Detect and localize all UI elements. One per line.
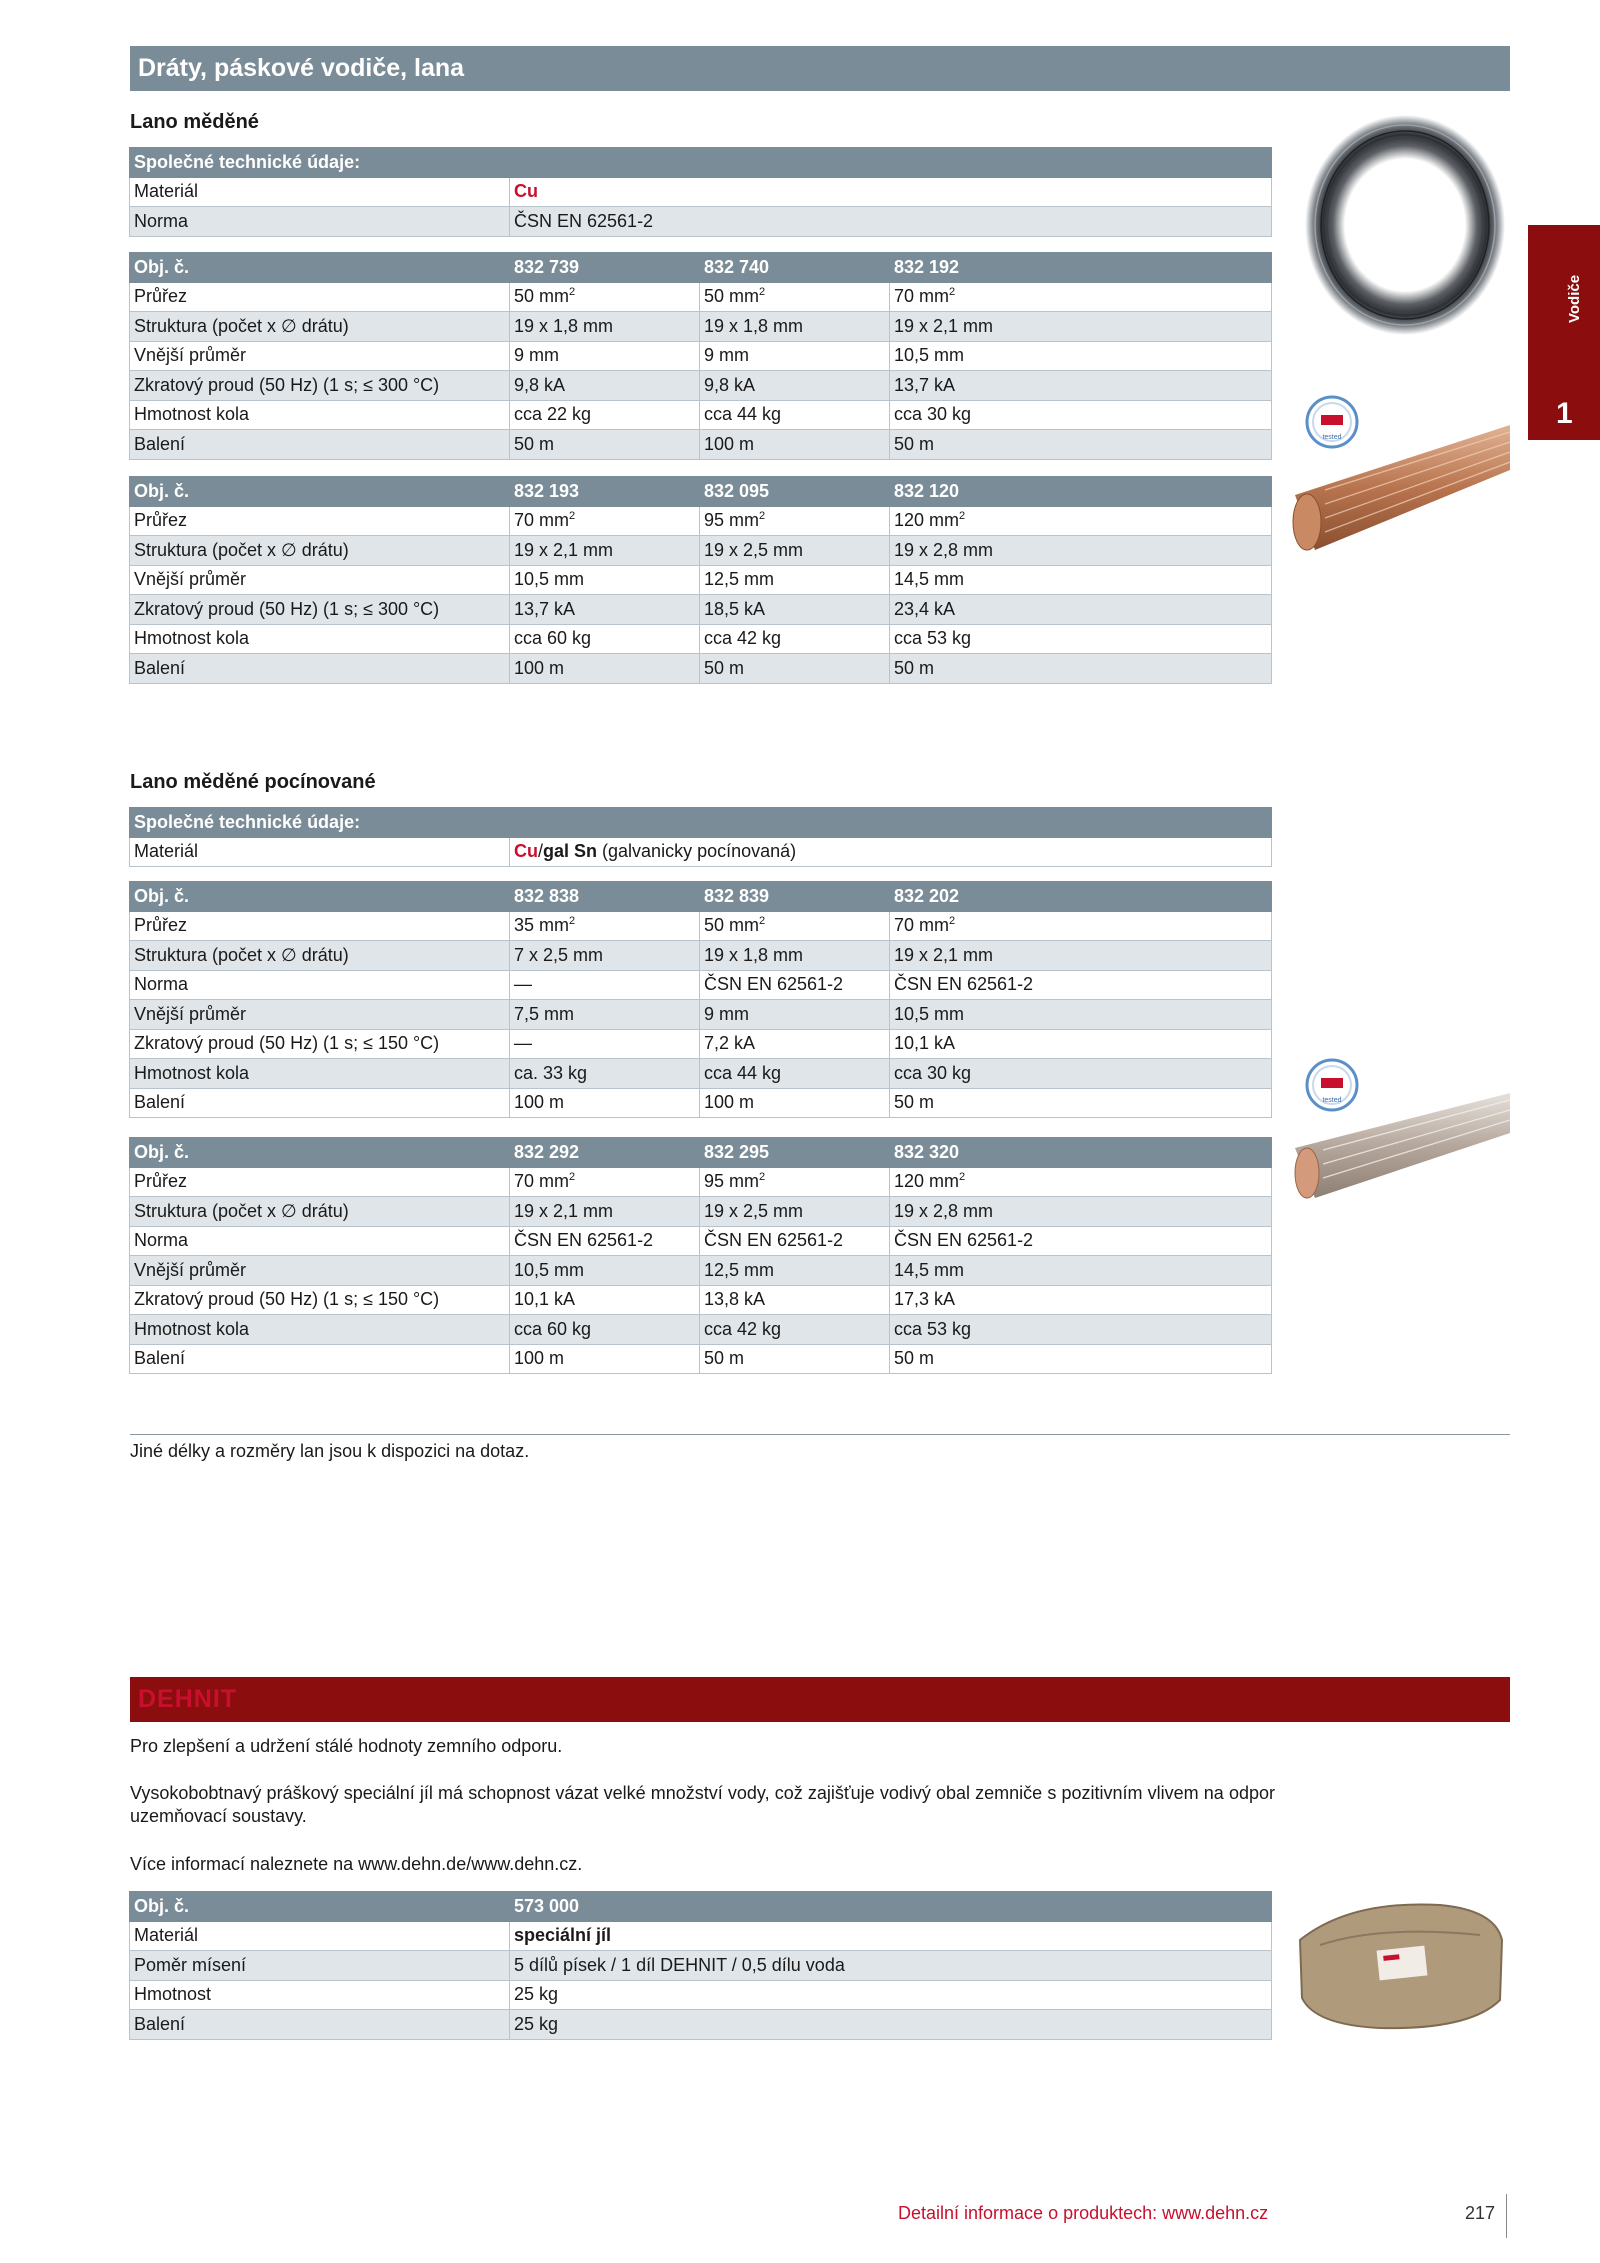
table-cell: Struktura (počet x ∅ drátu) [130, 312, 510, 342]
table-cell: Vnější průměr [130, 1256, 510, 1286]
table-header-row [130, 882, 1272, 912]
table-cell: cca 30 kg [890, 400, 1272, 430]
table-cell: 19 x 2,1 mm [890, 941, 1272, 971]
header-cell: 832 095 [700, 477, 890, 507]
table-cell: 70 $mm^2$ [510, 1167, 700, 1197]
table-cell: 7,2 kA [700, 1029, 890, 1059]
table-cell: 23,4 kA [890, 595, 1272, 625]
table-cell: 13,8 kA [700, 1285, 890, 1315]
table-row [130, 536, 1272, 566]
table-cell: Norma [130, 1226, 510, 1256]
table-row [130, 565, 1272, 595]
table-row [130, 506, 1272, 536]
table-cell: 19 x 1,8 mm [700, 941, 890, 971]
table-header-row [130, 1138, 1272, 1168]
table-row [130, 1197, 1272, 1227]
table-row [130, 1315, 1272, 1345]
table-cell: 9,8 kA [510, 371, 700, 401]
material-sn: gal Sn [543, 841, 598, 862]
section-title-copper-rope: Lano měděné [130, 111, 259, 133]
header-cell: 832 839 [700, 882, 890, 912]
table-row [130, 941, 1272, 971]
table-cell: 95 $mm^2$ [700, 506, 890, 536]
header-cell: 832 202 [890, 882, 1272, 912]
table-cell: 100 m [510, 1344, 700, 1374]
table-cell: 17,3 kA [890, 1285, 1272, 1315]
table-cell: 5 dílů písek / 1 díl DEHNIT / 0,5 dílu voda [510, 1951, 1272, 1981]
header-cell: 832 740 [700, 253, 890, 283]
table-cell: ČSN EN 62561-2 [890, 1226, 1272, 1256]
table-cell: Průřez [130, 911, 510, 941]
table-cell: 14,5 mm [890, 1256, 1272, 1286]
table-row [130, 1980, 1272, 2010]
copper-rope-image [1285, 420, 1510, 560]
table-cell: Hmotnost kola [130, 1059, 510, 1089]
material-cu: Cu [514, 841, 538, 862]
header-cell: 832 192 [890, 253, 1272, 283]
table-cell: 19 x 2,5 mm [700, 1197, 890, 1227]
table-row [130, 1344, 1272, 1374]
table-row [130, 1059, 1272, 1089]
table-cell: Vnější průměr [130, 1000, 510, 1030]
table-cell: cca 44 kg [700, 400, 890, 430]
header-cell: 832 193 [510, 477, 700, 507]
table-cell: Hmotnost kola [130, 1315, 510, 1345]
table-cell: Struktura (počet x ∅ drátu) [130, 1197, 510, 1227]
table-cell: ca. 33 kg [510, 1059, 700, 1089]
table-cell: Balení [130, 1344, 510, 1374]
table-row [130, 1921, 1272, 1951]
header-cell: 832 320 [890, 1138, 1272, 1168]
table-cell: — [510, 970, 700, 1000]
chapter-tab[interactable] [1528, 225, 1600, 440]
product-table-copper-2 [129, 476, 1272, 684]
table-row [130, 282, 1272, 312]
table-cell: — [510, 1029, 700, 1059]
table-cell: 50 $mm^2$ [700, 282, 890, 312]
table-row [130, 400, 1272, 430]
table-cell: 10,5 mm [510, 565, 700, 595]
table-cell: ČSN EN 62561-2 [510, 1226, 700, 1256]
table-cell: speciální jíl [510, 1921, 1272, 1951]
header-cell: 832 292 [510, 1138, 700, 1168]
table-cell: 9 mm [700, 341, 890, 371]
availability-note: Jiné délky a rozměry lan jsou k dispozici na dotaz. [130, 1441, 530, 1461]
table-cell: Průřez [130, 282, 510, 312]
table-row [130, 2010, 1272, 2040]
table-cell: 9,8 kA [700, 371, 890, 401]
table-cell: Struktura (počet x ∅ drátu) [130, 536, 510, 566]
table-cell: Hmotnost kola [130, 400, 510, 430]
dehnit-title: DEHNIT [130, 1677, 1510, 1722]
table-cell: cca 60 kg [510, 624, 700, 654]
table-heading: Společné technické údaje: [130, 148, 1272, 178]
table-cell: Zkratový proud (50 Hz) (1 s; ≤ 150 °C) [130, 1285, 510, 1315]
table-cell: Vnější průměr [130, 565, 510, 595]
table-row [130, 1226, 1272, 1256]
table-cell: 50 m [700, 654, 890, 684]
table-cell: cca 53 kg [890, 624, 1272, 654]
table-cell: 25 kg [510, 2010, 1272, 2040]
cell: Materiál [130, 177, 510, 207]
tinned-rope-image [1285, 1088, 1510, 1218]
divider [130, 1434, 1510, 1435]
table-cell: 100 m [700, 430, 890, 460]
wire-coil-image [1295, 105, 1510, 345]
table-cell: 70 $mm^2$ [510, 506, 700, 536]
table-row [130, 1088, 1272, 1118]
header-cell: Obj. č. [130, 1138, 510, 1168]
common-specs-table-2 [129, 807, 1272, 867]
table-row [130, 624, 1272, 654]
badge-label: tested [1322, 1097, 1342, 1104]
table-cell: 100 m [510, 1088, 700, 1118]
table-header-row [130, 477, 1272, 507]
table-cell: Struktura (počet x ∅ drátu) [130, 941, 510, 971]
cell: Norma [130, 207, 510, 237]
table-row [130, 654, 1272, 684]
table-cell: 19 x 2,8 mm [890, 536, 1272, 566]
dehnit-more-info: Více informací naleznete na www.dehn.de/www.dehn.cz. [130, 1854, 583, 1874]
cell-material [510, 837, 1272, 867]
table-cell: 19 x 1,8 mm [510, 312, 700, 342]
table-cell: Hmotnost [130, 1980, 510, 2010]
header-cell: Obj. č. [130, 882, 510, 912]
table-cell: Balení [130, 1088, 510, 1118]
table-cell: cca 42 kg [700, 624, 890, 654]
table-cell: cca 60 kg [510, 1315, 700, 1345]
table-cell: 19 x 2,5 mm [700, 536, 890, 566]
product-table-tinned-1 [129, 881, 1272, 1118]
header-cell: Obj. č. [130, 1892, 510, 1922]
table-cell: Zkratový proud (50 Hz) (1 s; ≤ 300 °C) [130, 595, 510, 625]
table-cell: Zkratový proud (50 Hz) (1 s; ≤ 150 °C) [130, 1029, 510, 1059]
header-cell: 832 838 [510, 882, 700, 912]
table-cell: 50 $mm^2$ [700, 911, 890, 941]
table-cell: Balení [130, 2010, 510, 2040]
chapter-tab-number: 1 [1556, 397, 1573, 430]
material-note: (galvanicky pocínovaná) [597, 841, 797, 862]
table-cell: 7,5 mm [510, 1000, 700, 1030]
dehnit-description: Vysokobobtnavý práškový speciální jíl má schopnost vázat velké množství vody, což zajišťuje vodivý obal zemniče s pozitivním vlivem na odpor uzemňovací soustavy. [130, 1783, 1275, 1826]
table-cell: 120 $mm^2$ [890, 1167, 1272, 1197]
header-cell: 573 000 [510, 1892, 1272, 1922]
table-header-row [130, 1892, 1272, 1922]
table-cell: cca 44 kg [700, 1059, 890, 1089]
table-cell: 7 x 2,5 mm [510, 941, 700, 971]
table-row [130, 1951, 1272, 1981]
table-cell: 9 mm [510, 341, 700, 371]
table-cell: Norma [130, 970, 510, 1000]
badge-label: tested [1322, 434, 1342, 441]
table-cell: 25 kg [510, 1980, 1272, 2010]
table-cell: 100 m [510, 654, 700, 684]
table-cell: 50 m [890, 654, 1272, 684]
header-cell: 832 120 [890, 477, 1272, 507]
table-cell: 70 $mm^2$ [890, 911, 1272, 941]
table-row [130, 430, 1272, 460]
material-slash: / [538, 841, 544, 862]
header-cell: 832 295 [700, 1138, 890, 1168]
table-cell: cca 53 kg [890, 1315, 1272, 1345]
table-cell: 12,5 mm [700, 565, 890, 595]
table-cell: 13,7 kA [890, 371, 1272, 401]
table-cell: cca 22 kg [510, 400, 700, 430]
product-table-copper-1 [129, 252, 1272, 460]
table-cell: 13,7 kA [510, 595, 700, 625]
table-heading: Společné technické údaje: [130, 808, 1272, 838]
table-row [130, 1029, 1272, 1059]
table-cell: 50 m [510, 430, 700, 460]
table-cell: 95 $mm^2$ [700, 1167, 890, 1197]
common-specs-table-1 [129, 147, 1272, 237]
table-cell: 19 x 2,1 mm [510, 536, 700, 566]
table-cell: 12,5 mm [700, 1256, 890, 1286]
table-cell: 35 $mm^2$ [510, 911, 700, 941]
table-cell: 19 x 2,8 mm [890, 1197, 1272, 1227]
table-cell: Materiál [130, 1921, 510, 1951]
chapter-tab-label: Vodiče [1566, 274, 1583, 323]
header-cell: Obj. č. [130, 477, 510, 507]
table-cell: Zkratový proud (50 Hz) (1 s; ≤ 300 °C) [130, 371, 510, 401]
cell: Cu [510, 177, 1272, 207]
table-cell: Průřez [130, 1167, 510, 1197]
table-cell: 19 x 2,1 mm [890, 312, 1272, 342]
table-cell: 10,5 mm [510, 1256, 700, 1286]
table-cell: 50 m [700, 1344, 890, 1374]
cell: ČSN EN 62561-2 [510, 207, 1272, 237]
page-number: 217 [1465, 2203, 1496, 2223]
table-cell: Balení [130, 430, 510, 460]
table-cell: 70 $mm^2$ [890, 282, 1272, 312]
table-cell: 100 m [700, 1088, 890, 1118]
table-cell: cca 30 kg [890, 1059, 1272, 1089]
table-row [130, 371, 1272, 401]
table-cell: Průřez [130, 506, 510, 536]
header-cell: Obj. č. [130, 253, 510, 283]
table-cell: 19 x 2,1 mm [510, 1197, 700, 1227]
table-cell: 18,5 kA [700, 595, 890, 625]
table-cell: 10,5 mm [890, 1000, 1272, 1030]
table-cell: 50 m [890, 1088, 1272, 1118]
table-header-row [130, 253, 1272, 283]
table-cell: 50 m [890, 430, 1272, 460]
page-number-separator [1506, 2194, 1507, 2238]
table-cell: 19 x 1,8 mm [700, 312, 890, 342]
table-cell: ČSN EN 62561-2 [890, 970, 1272, 1000]
table-row [130, 1000, 1272, 1030]
table-row [130, 595, 1272, 625]
table-row [130, 341, 1272, 371]
table-cell: Poměr mísení [130, 1951, 510, 1981]
table-cell: Vnější průměr [130, 341, 510, 371]
table-row [130, 1285, 1272, 1315]
table-row [130, 1167, 1272, 1197]
table-cell: ČSN EN 62561-2 [700, 1226, 890, 1256]
table-row [130, 911, 1272, 941]
cell: Materiál [130, 837, 510, 867]
section-title-tinned-copper-rope: Lano měděné pocínované [130, 771, 376, 793]
dehnit-intro: Pro zlepšení a udržení stálé hodnoty zemního odporu. [130, 1736, 563, 1756]
table-cell: ČSN EN 62561-2 [700, 970, 890, 1000]
table-cell: 10,1 kA [890, 1029, 1272, 1059]
header-cell: 832 739 [510, 253, 700, 283]
page-title: Dráty, páskové vodiče, lana [130, 46, 1510, 91]
table-cell: 10,1 kA [510, 1285, 700, 1315]
table-cell: 50 $mm^2$ [510, 282, 700, 312]
table-cell: Balení [130, 654, 510, 684]
table-cell: 120 $mm^2$ [890, 506, 1272, 536]
table-row [130, 1256, 1272, 1286]
table-cell: 10,5 mm [890, 341, 1272, 371]
dehnit-bag-image [1290, 1880, 1510, 2040]
table-cell: 9 mm [700, 1000, 890, 1030]
table-cell: 50 m [890, 1344, 1272, 1374]
table-row [130, 312, 1272, 342]
table-cell: Hmotnost kola [130, 624, 510, 654]
table-cell: cca 42 kg [700, 1315, 890, 1345]
product-table-tinned-2 [129, 1137, 1272, 1374]
table-cell: 14,5 mm [890, 565, 1272, 595]
product-table-dehnit [129, 1891, 1272, 2040]
table-row [130, 970, 1272, 1000]
footer-product-info-link[interactable]: Detailní informace o produktech: www.dehn.cz [898, 2203, 1269, 2223]
